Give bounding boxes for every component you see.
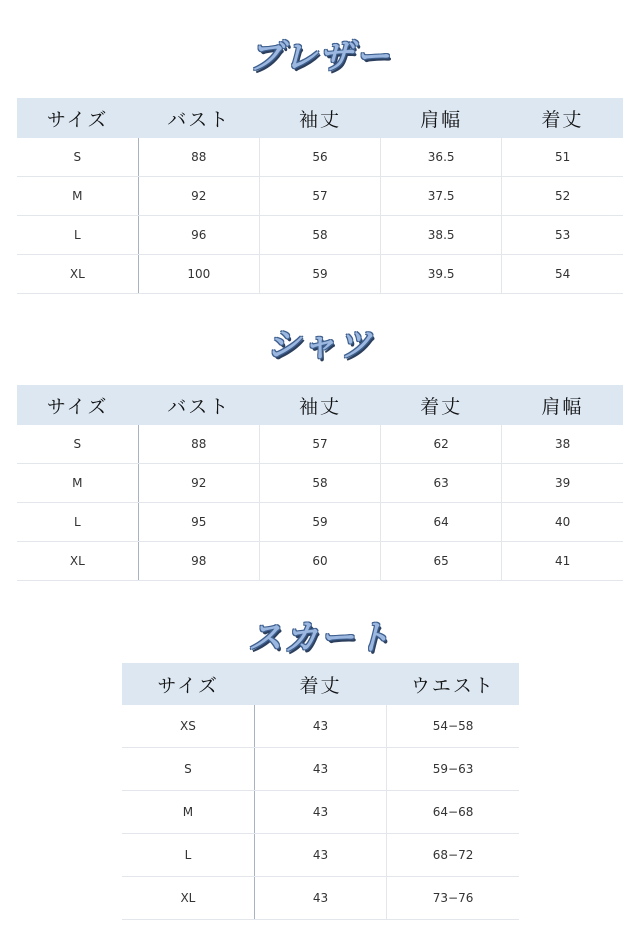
table-cell: 88: [138, 425, 259, 464]
table-row: [17, 425, 623, 464]
table-cell: 52: [502, 177, 623, 216]
table-cell: XS: [122, 705, 254, 748]
table-row: [122, 877, 519, 920]
table-cell: 36.5: [381, 138, 502, 177]
table-cell: 58: [259, 216, 380, 255]
table-cell: 39.5: [381, 255, 502, 294]
column-header: ウエスト: [387, 663, 519, 705]
table-cell: 41: [502, 542, 623, 581]
column-header: 袖丈: [259, 385, 380, 425]
table-cell: 43: [254, 705, 386, 748]
column-header: サイズ: [17, 98, 138, 138]
table-cell: 65: [381, 542, 502, 581]
blazer-size-table: [17, 98, 623, 294]
table-cell: 95: [138, 503, 259, 542]
table-cell: 54: [502, 255, 623, 294]
table-header-row: [17, 385, 623, 425]
table-cell: S: [17, 425, 138, 464]
column-header: サイズ: [17, 385, 138, 425]
blazer-title: ブレザー: [248, 37, 392, 77]
table-header-row: [17, 98, 623, 138]
table-cell: 54−58: [387, 705, 519, 748]
table-cell: 39: [502, 464, 623, 503]
column-header: サイズ: [122, 663, 254, 705]
table-cell: 96: [138, 216, 259, 255]
table-row: [122, 791, 519, 834]
table-cell: 57: [259, 177, 380, 216]
table-cell: L: [17, 503, 138, 542]
table-row: [17, 177, 623, 216]
column-header: 着丈: [381, 385, 502, 425]
column-header: 着丈: [254, 663, 386, 705]
table-row: [122, 705, 519, 748]
column-header: 肩幅: [381, 98, 502, 138]
table-cell: 43: [254, 791, 386, 834]
table-cell: 43: [254, 748, 386, 791]
table-cell: 100: [138, 255, 259, 294]
table-cell: 53: [502, 216, 623, 255]
table-cell: 40: [502, 503, 623, 542]
table-cell: 59: [259, 503, 380, 542]
table-cell: S: [122, 748, 254, 791]
table-cell: 88: [138, 138, 259, 177]
table-cell: M: [122, 791, 254, 834]
table-cell: 64: [381, 503, 502, 542]
table-cell: L: [122, 834, 254, 877]
table-cell: S: [17, 138, 138, 177]
table-row: [17, 503, 623, 542]
column-header: 袖丈: [259, 98, 380, 138]
table-row: [17, 255, 623, 294]
table-cell: 63: [381, 464, 502, 503]
table-cell: 98: [138, 542, 259, 581]
table-cell: 38: [502, 425, 623, 464]
skirt-title: スカート: [248, 618, 392, 658]
table-cell: 43: [254, 834, 386, 877]
table-cell: XL: [17, 542, 138, 581]
table-cell: 59−63: [387, 748, 519, 791]
table-cell: 51: [502, 138, 623, 177]
table-cell: 59: [259, 255, 380, 294]
table-cell: 58: [259, 464, 380, 503]
table-cell: L: [17, 216, 138, 255]
table-header-row: [122, 663, 519, 705]
table-cell: 62: [381, 425, 502, 464]
table-row: [17, 464, 623, 503]
table-cell: 64−68: [387, 791, 519, 834]
table-row: [17, 138, 623, 177]
table-cell: 43: [254, 877, 386, 920]
table-cell: M: [17, 177, 138, 216]
table-cell: 68−72: [387, 834, 519, 877]
table-cell: 57: [259, 425, 380, 464]
column-header: 着丈: [502, 98, 623, 138]
shirt-size-table: [17, 385, 623, 581]
table-row: [122, 748, 519, 791]
shirt-title: シャツ: [266, 325, 374, 365]
table-cell: 92: [138, 177, 259, 216]
table-cell: 56: [259, 138, 380, 177]
table-row: [17, 542, 623, 581]
table-cell: XL: [122, 877, 254, 920]
column-header: 肩幅: [502, 385, 623, 425]
table-cell: M: [17, 464, 138, 503]
table-cell: XL: [17, 255, 138, 294]
column-header: バスト: [138, 385, 259, 425]
table-row: [122, 834, 519, 877]
table-row: [17, 216, 623, 255]
skirt-size-table: [122, 663, 519, 920]
table-cell: 37.5: [381, 177, 502, 216]
table-cell: 38.5: [381, 216, 502, 255]
table-cell: 73−76: [387, 877, 519, 920]
table-cell: 60: [259, 542, 380, 581]
table-cell: 92: [138, 464, 259, 503]
column-header: バスト: [138, 98, 259, 138]
